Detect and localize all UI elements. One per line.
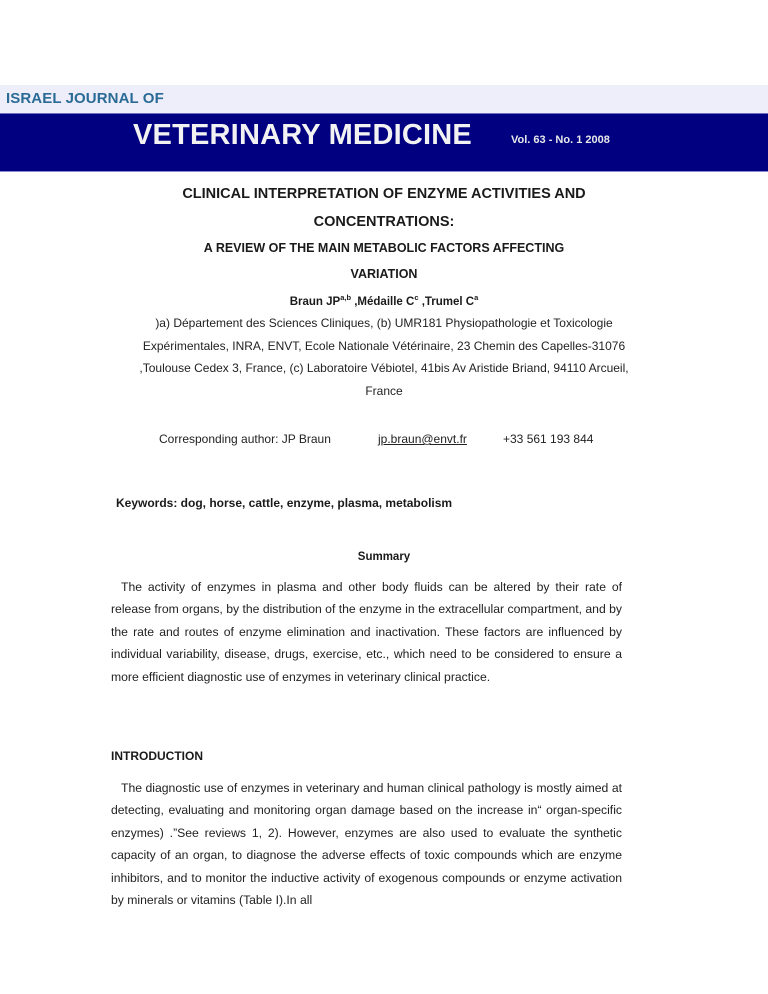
corresponding-author: Corresponding author: JP Braun	[159, 432, 331, 446]
article-subtitle	[0, 235, 768, 287]
journal-masthead-top	[0, 85, 768, 113]
author-list	[0, 293, 768, 308]
introduction-paragraph	[111, 777, 622, 911]
title-line-1: CLINICAL INTERPRETATION OF ENZYME ACTIVITIES AND	[182, 186, 586, 202]
author-affiliation-mark: a,b	[340, 293, 352, 302]
article-title	[0, 180, 768, 236]
introduction-text: The diagnostic use of enzymes in veterinary and human clinical pathology is mostly aimed at detecting, evaluating and monitoring organ damage based on the increase in“ organ-specific enzymes) .”See reviews 1, 2). However, enzymes are also used to evaluate the synthetic capacity of an organ, to diagnose the adverse effects of toxic compounds which are enzyme inhibitors, and to monitor the inductive activity of exogenous compounds or enzyme activation by minerals or vitamins (Table I).In all	[111, 781, 622, 908]
summary-text: The activity of enzymes in plasma and other body fluids can be altered by their rate of release from organs, by the distribution of the enzyme in the extracellular compartment, and by the rate and routes of enzyme elimination and inactivation. These factors are influenced by individual variability, disease, drugs, exercise, etc., which need to be considered to ensure a more efficient diagnostic use of enzymes in veterinary clinical practice.	[111, 580, 622, 684]
subtitle-line-1: A REVIEW OF THE MAIN METABOLIC FACTORS AFFECTING	[203, 241, 565, 255]
author-affiliation-mark: a	[474, 293, 479, 302]
corresponding-phone: +33 561 193 844	[503, 432, 594, 446]
author-name: ,Trumel C	[418, 295, 475, 308]
summary-paragraph	[111, 576, 622, 688]
title-line-2: CONCENTRATIONS:	[313, 214, 455, 230]
author-affiliation-mark: c	[414, 293, 419, 302]
journal-name: VETERINARY MEDICINE	[133, 119, 472, 151]
affiliations: )a) Département des Sciences Cliniques, (b) UMR181 Physiopathologie et Toxicologie Expérimentales, INRA, ENVT, Ecole Nationale Vétérinaire, 23 Chemin des Capelles-31076 ,Toulouse Cedex 3, France, (c) Laboratoire Vébiotel, 41bis Av Aristide Briand, 94110 Arcueil, France	[139, 316, 629, 398]
journal-masthead-banner	[0, 113, 768, 172]
author-name: ,Médaille C	[351, 295, 415, 308]
keywords: Keywords: dog, horse, cattle, enzyme, plasma, metabolism	[116, 496, 453, 510]
introduction-heading: INTRODUCTION	[111, 749, 203, 763]
journal-issue: Vol. 63 - No. 1 2008	[511, 134, 610, 146]
summary-heading: Summary	[357, 551, 411, 563]
corresponding-email-link[interactable]: jp.braun@envt.fr	[378, 432, 467, 446]
author-name: Braun JP	[289, 295, 341, 308]
subtitle-line-2: VARIATION	[350, 267, 418, 281]
journal-prefix: ISRAEL JOURNAL OF	[6, 90, 164, 107]
